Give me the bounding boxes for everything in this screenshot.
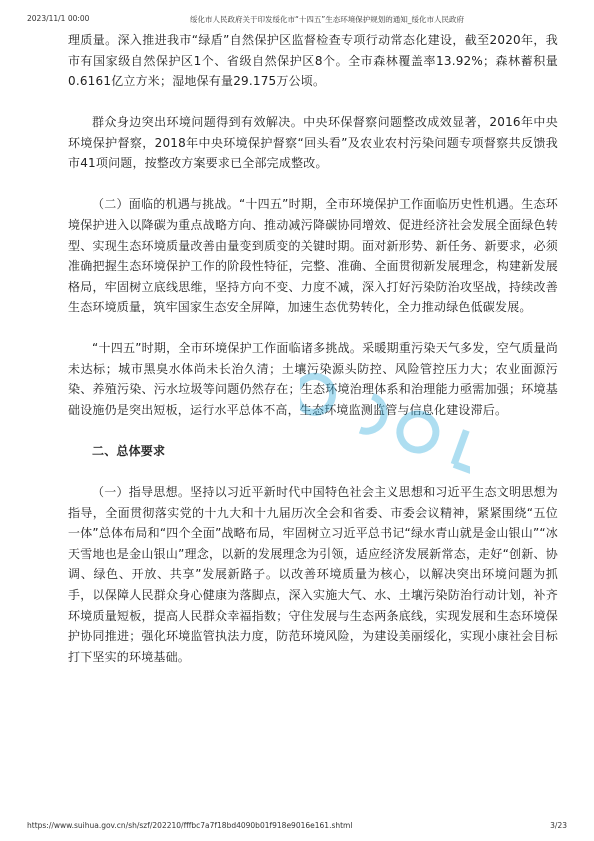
print-header bbox=[0, 0, 594, 26]
paragraph: 群众身边突出环境问题得到有效解决。中央环保督察问题整改成效显著，2016年中央环境保护督察，2018年中央环境保护督察“回头看”及农业农村污染问题专项督察共反馈我市41项问题，按整改方案要求已全部完成整改。 bbox=[68, 115, 558, 171]
document-body bbox=[68, 30, 558, 688]
print-datetime: 2023/11/1 00:00 bbox=[27, 14, 90, 23]
paragraph: 理质量。深入推进我市“绿盾”自然保护区监督检查专项行动常态化建设，截至2020年，我市有国家级自然保护区1个、省级自然保护区8个。全市森林覆盖率13.92%；森林蓄积量0.6161亿立方米；湿地保有量29.175万公顷。 bbox=[68, 33, 558, 89]
page-url: https://www.suihua.gov.cn/sh/szf/202210/fffbc7a7f18bd4090b01f918e9016e161.shtml bbox=[27, 821, 353, 830]
page-title: 绥化市人民政府关于印发绥化市“十四五”生态环境保护规划的通知_绥化市人民政府 bbox=[189, 15, 465, 24]
paragraph: （二）面临的机遇与挑战。“十四五”时期，全市环境保护工作面临历史性机遇。生态环境保护进入以降碳为重点战略方向、推动减污降碳协同增效、促进经济社会发展全面绿色转型、实现生态环境质量改善由量变到质变的关键时期。面对新形势、新任务、新要求，必须准确把握生态环境保护工作的阶段性特征，完整、准确、全面贯彻新发展理念，构建新发展格局，牢固树立底线思维，坚持方向不变、力度不减，深入打好污染防治攻坚战，持续改善生态环境质量，筑牢国家生态安全屏障，加速生态优势转化，全力推动绿色低碳发展。 bbox=[68, 197, 558, 315]
section-heading: 二、总体要求 bbox=[92, 444, 166, 459]
page-number: 3/23 bbox=[550, 821, 567, 830]
print-footer bbox=[0, 815, 594, 841]
paragraph: “十四五”时期，全市环境保护工作面临诸多挑战。采暖期重污染天气多发，空气质量尚未达标；城市黑臭水体尚未长治久清；土壤污染源头防控、风险管控压力大；农业面源污染、养殖污染、污水垃圾等问题仍然存在；生态环境治理体系和治理能力亟需加强；环境基础设施仍是突出短板，运行水平总体不高，生态环境监测监管与信息化建设滞后。 bbox=[68, 341, 558, 418]
paragraph: （一）指导思想。坚持以习近平新时代中国特色社会主义思想和习近平生态文明思想为指导，全面贯彻落实党的十九大和十九届历次全会和省委、市委会议精神，紧紧围绕“五位一体”总体布局和“四个全面”战略布局，牢固树立习近平总书记“绿水青山就是金山银山”“冰天雪地也是金山银山”理念，以新的发展理念为引领，适应经济发展新常态，走好“创新、协调、绿色、开放、共享”发展新路子。以改善环境质量为核心，以解决突出环境问题为抓手，以保障人民群众身心健康为落脚点，深入实施大气、水、土壤污染防治行动计划，补齐环境质量短板，提高人民群众幸福指数；守住发展与生态两条底线，实现发展和生态环境保护协同推进；强化环境监管执法力度，防范环境风险，为建设美丽绥化，实现小康社会目标打下坚实的环境基础。 bbox=[68, 485, 558, 664]
